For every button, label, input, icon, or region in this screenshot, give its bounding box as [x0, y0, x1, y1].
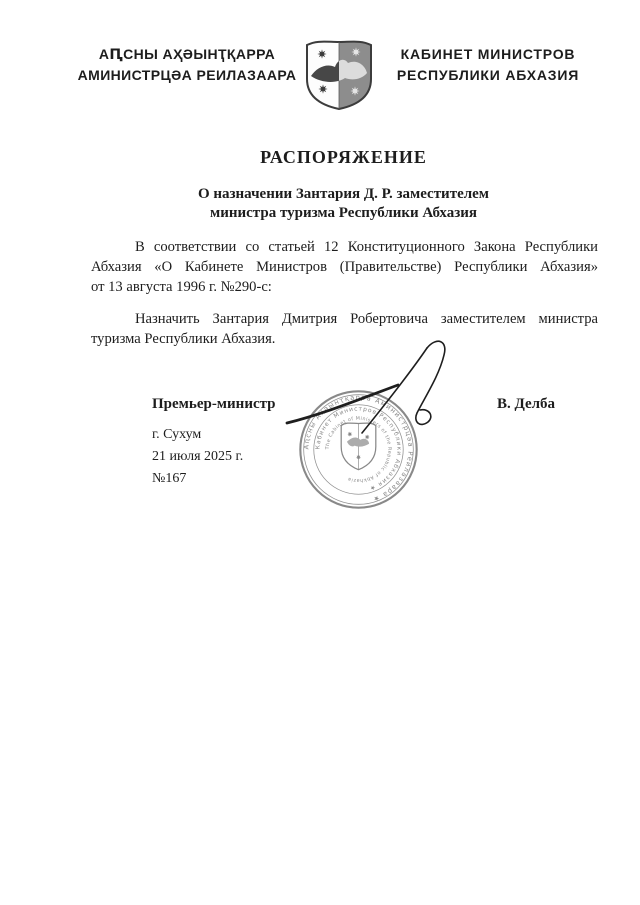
- org-name-abkhaz: [37, 44, 337, 86]
- signer-title: Премьер-министр: [152, 396, 276, 412]
- doc-subject-line2: министра туризма Республики Абхазия: [210, 205, 477, 221]
- coat-of-arms-icon: [303, 36, 375, 111]
- org-name-abkhaz-line1: АԤСНЫ АҲӘЫНҬҚАРРА: [98, 46, 276, 62]
- org-name-russian: [388, 44, 588, 86]
- org-name-abkhaz-line2: АМИНИСТРЦӘА РЕИЛАЗААРА: [77, 67, 297, 83]
- place-city: г. Сухум: [152, 427, 202, 442]
- stamp-ring-inner-text: The Cabinet of Ministers of the Republic of Abkhazia: [325, 416, 392, 483]
- handwritten-signature-icon: [270, 335, 470, 440]
- stamp-ring-outer-text: Аԥсны Аҳәынҭқарра Аминистрцәа Реилазаара ★: [302, 393, 415, 504]
- body-line: Абхазия «О Кабинете Министров (Правительстве) Республики Абхазия»: [91, 259, 598, 275]
- doc-number: №167: [152, 471, 187, 486]
- signer-name: В. Делба: [496, 396, 556, 412]
- doc-date: 21 июля 2025 г.: [152, 449, 244, 464]
- stamp-ring-middle-text: Кабинет Министров Республики Абхазия ★: [314, 405, 403, 492]
- body-line: от 13 августа 1996 г. №290-с:: [91, 279, 272, 295]
- doc-subject-line1: О назначении Зантария Д. Р. заместителем: [197, 186, 490, 202]
- body-line: В соответствии со статьей 12 Конституционного Закона Республики: [135, 239, 598, 255]
- doc-type-title: РАСПОРЯЖЕНИЕ: [260, 147, 427, 167]
- body-paragraph-1: [91, 237, 598, 297]
- org-name-russian-line2: РЕСПУБЛИКИ АБХАЗИЯ: [396, 67, 580, 83]
- doc-subject: [91, 185, 596, 223]
- org-name-russian-line1: КАБИНЕТ МИНИСТРОВ: [400, 46, 576, 62]
- body-line: Назначить Зантария Дмитрия Робертовича заместителем министра: [135, 311, 598, 327]
- body-line: туризма Республики Абхазия.: [91, 331, 276, 347]
